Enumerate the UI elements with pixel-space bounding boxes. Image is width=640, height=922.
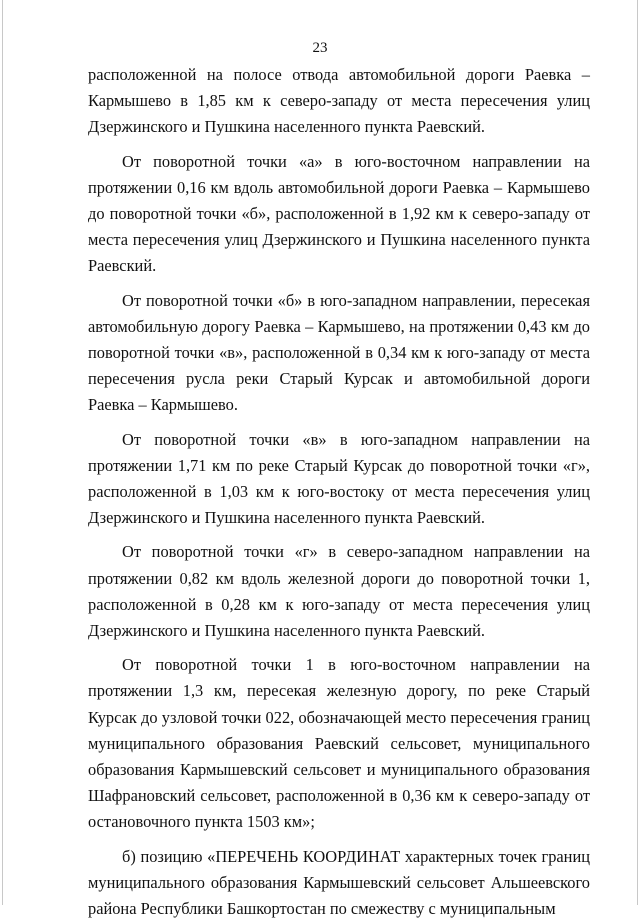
paragraph-point-1: От поворотной точки 1 в юго-восточном направлении на протяжении 1,3 км, пересекая железную дорогу, по реке Старый Курсак до узловой точки 022, обозначающей место пересечения границ муниципального образования Раевский сельсовет, муниципального образования Кармышевский сельсовет и муниципального образования Шафрановский сельсовет, расположенной в 0,36 км к северо-западу от остановочного пункта 1503 км»; — [88, 655, 590, 832]
paragraph-point-v: От поворотной точки «в» в юго-западном направлении на протяжении 1,71 км по реке Старый Курсак до поворотной точки «г», расположенной в 1,03 км к юго-востоку от места пересечения улиц Дзержинского и Пушкина населенного пункта Раевский. — [88, 429, 590, 528]
page-number: 23 — [312, 40, 328, 56]
paragraph-point-a: От поворотной точки «а» в юго-восточном направлении на протяжении 0,16 км вдоль автомобильной дороги Раевка – Кармышево до поворотной точки «б», расположенной в 1,92 км к северо-западу от места пересечения улиц Дзержинского и Пушкина населенного пункта Раевский. — [88, 151, 590, 276]
paragraph-point-b: От поворотной точки «б» в юго-западном направлении, пересекая автомобильную дорогу Раевка – Кармышево, на протяжении 0,43 км до поворотной точки «в», расположенной в 0,34 км к юго-западу от места пересечения русла реки Старый Курсак и автомобильной дороги Раевка – Кармышево. — [88, 290, 590, 415]
paragraph-continuation: расположенной на полосе отвода автомобильной дороги Раевка – Кармышево в 1,85 км к северо-западу от места пересечения улиц Дзержинского и Пушкина населенного пункта Раевский. — [88, 65, 590, 137]
document-body — [88, 62, 590, 922]
scan-right-edge — [637, 0, 638, 905]
paragraph-item-b: б) позицию «ПЕРЕЧЕНЬ КООРДИНАТ характерных точек границ муниципального образования Кармышевский сельсовет Альшеевского района Республики Башкортостан по смежеству с муниципальным — [88, 846, 590, 919]
paragraph-point-g: От поворотной точки «г» в северо-западном направлении на протяжении 0,82 км вдоль железной дороги до поворотной точки 1, расположенной в 0,28 км к юго-западу от места пересечения улиц Дзержинского и Пушкина населенного пункта Раевский. — [88, 542, 590, 641]
scan-left-edge — [2, 0, 3, 905]
